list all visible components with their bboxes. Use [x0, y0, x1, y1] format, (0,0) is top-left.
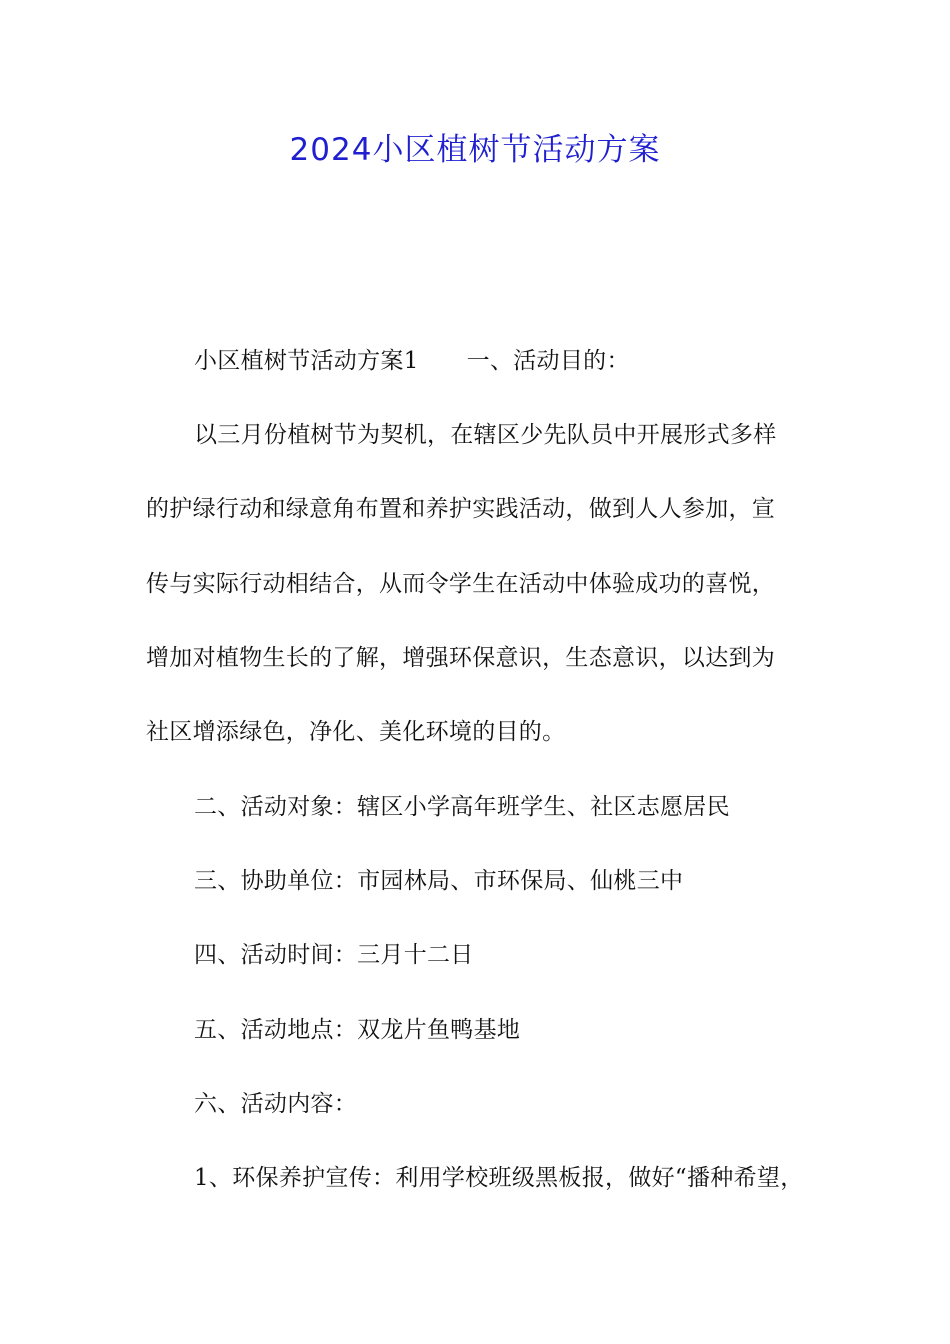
paragraph-line: 增加对植物生长的了解，增强环保意识，生态意识，以达到为 [146, 645, 776, 671]
section-location: 五、活动地点：双龙片鱼鸭基地 [194, 1017, 521, 1043]
plan-heading: 小区植树节活动方案1 [194, 348, 419, 374]
intro-line [194, 346, 826, 376]
section-partners: 三、协助单位：市园林局、市环保局、仙桃三中 [194, 868, 684, 894]
content-item-1: 1、环保养护宣传：利用学校班级黑板报，做好“播种希望， [194, 1165, 804, 1191]
section-time: 四、活动时间：三月十二日 [194, 942, 474, 968]
section-content: 六、活动内容： [194, 1091, 358, 1117]
section-purpose-heading: 一、活动目的： [466, 348, 630, 374]
paragraph-line: 的护绿行动和绿意角布置和养护实践活动，做到人人参加，宣 [146, 496, 776, 522]
section-target: 二、活动对象：辖区小学高年班学生、社区志愿居民 [194, 794, 730, 820]
paragraph-line: 传与实际行动相结合，从而令学生在活动中体验成功的喜悦， [146, 571, 776, 597]
paragraph-line: 以三月份植树节为契机，在辖区少先队员中开展形式多样 [194, 422, 777, 448]
paragraph-line: 社区增添绿色，净化、美化环境的目的。 [146, 719, 566, 745]
document-title: 2024小区植树节活动方案 [289, 132, 661, 168]
